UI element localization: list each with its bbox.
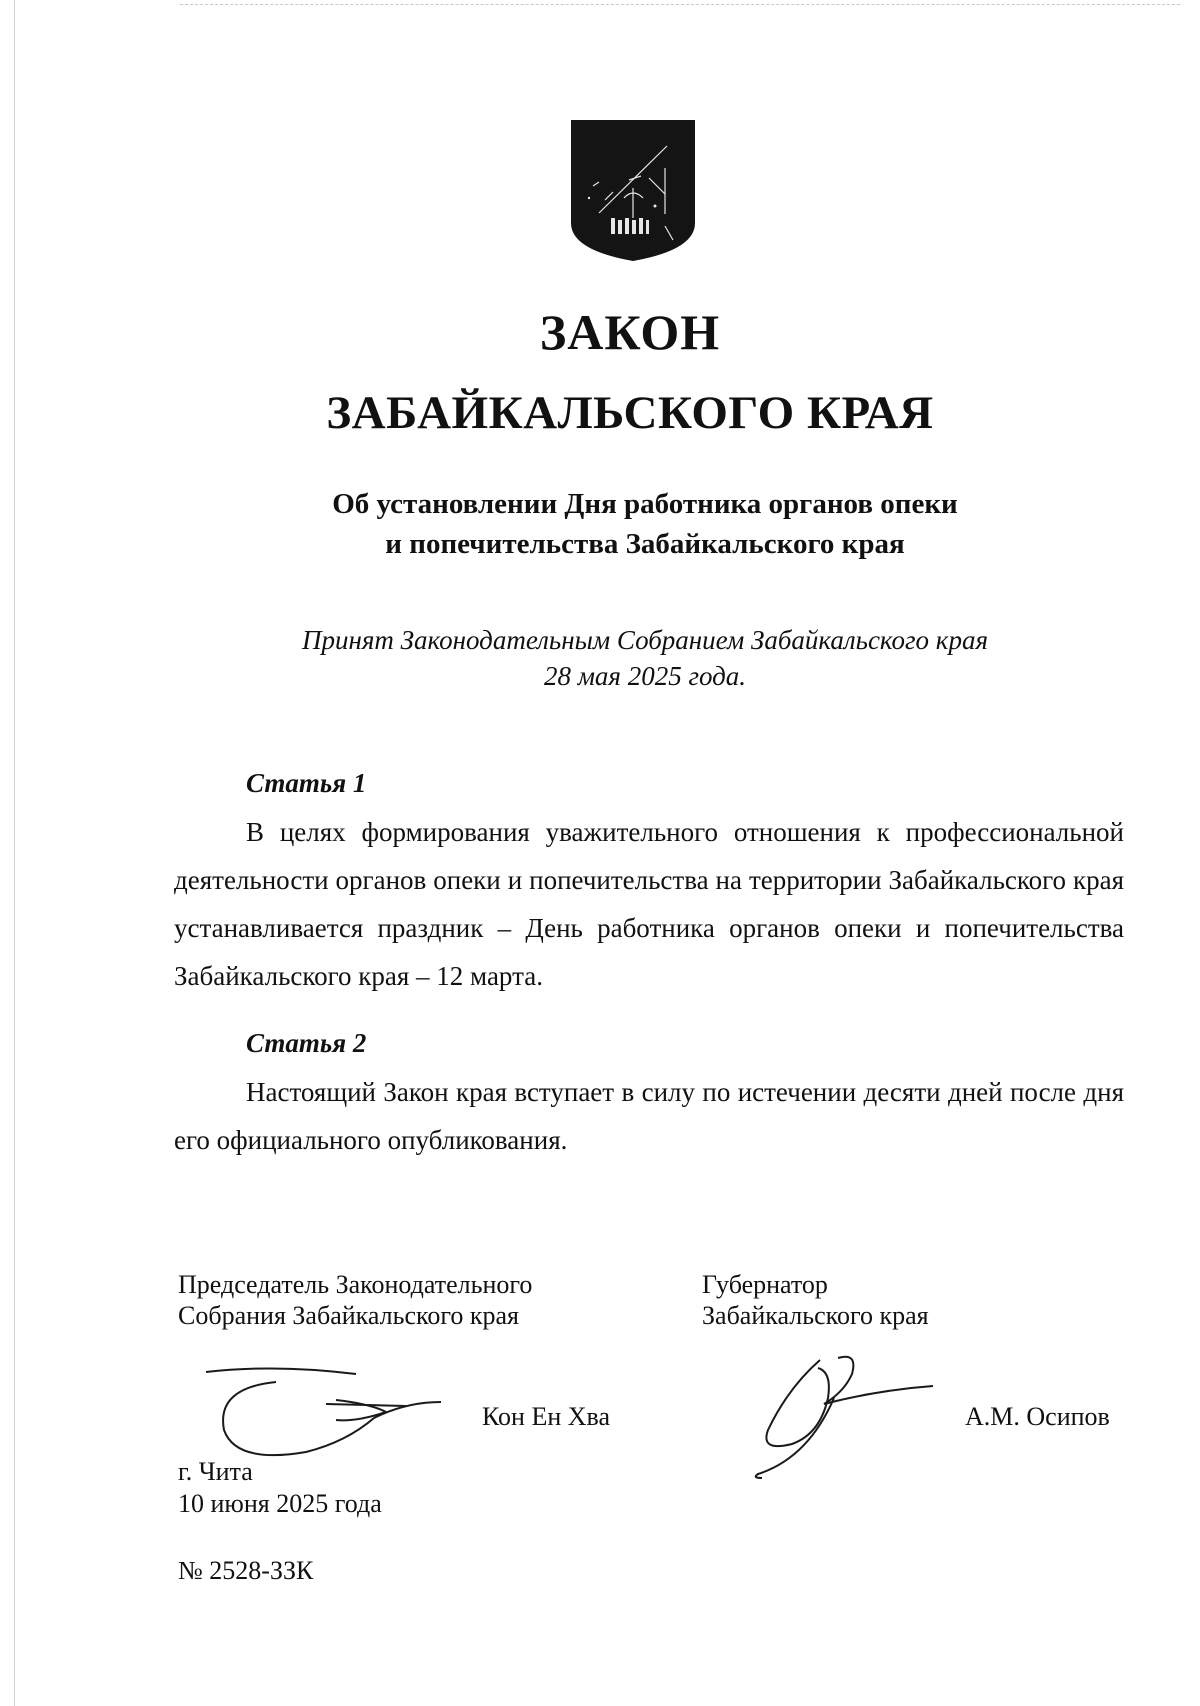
adoption-note: [0, 622, 1200, 694]
place-and-date: [178, 1456, 382, 1520]
article-1-text: В целях формирования уважительного отношения к профессиональной деятельности органов опеки и попечительства на территории Забайкальского края устанавливается праздник – День работника органов опеки и попечительства Забайкальского края – 12 марта.: [174, 817, 1124, 991]
signature-left-icon: [196, 1360, 446, 1470]
coat-of-arms-icon: [569, 118, 697, 263]
adoption-note-line1: Принят Законодательным Собранием Забайкальского края: [301, 625, 988, 655]
signature-right-icon: [748, 1348, 938, 1488]
law-heading-line1: Об установлении Дня работника органов опеки: [332, 488, 958, 520]
signer-right-position-line2: Забайкальского края: [702, 1301, 929, 1330]
document-title: ЗАКОН: [539, 304, 721, 360]
article-2-title: Статья 2: [246, 1028, 367, 1058]
article-1-title: Статья 1: [246, 768, 367, 798]
signer-right-position-line1: Губернатор: [702, 1270, 828, 1299]
law-number: № 2528-ЗЗК: [178, 1556, 314, 1585]
scan-top-edge: [180, 4, 1180, 6]
law-heading: [0, 484, 1200, 564]
law-heading-line2: и попечительства Забайкальского края: [385, 528, 905, 560]
signer-left-name: Кон Ен Хва: [482, 1402, 611, 1431]
signer-right-name: А.М. Осипов: [965, 1402, 1110, 1431]
signer-left-position: [178, 1269, 532, 1331]
signing-place: г. Чита: [178, 1457, 253, 1486]
article-2-text: Настоящий Закон края вступает в силу по истечении десяти дней после дня его официального опубликования.: [174, 1077, 1124, 1155]
signer-right-position: [702, 1269, 929, 1331]
adoption-note-line2: 28 мая 2025 года.: [543, 661, 747, 691]
signer-left-position-line2: Собрания Забайкальского края: [178, 1301, 519, 1330]
scan-edge-line: [14, 0, 15, 1706]
document-subtitle: ЗАБАЙКАЛЬСКОГО КРАЯ: [326, 387, 934, 439]
signing-date: 10 июня 2025 года: [178, 1489, 382, 1518]
signer-left-position-line1: Председатель Законодательного: [178, 1270, 533, 1299]
